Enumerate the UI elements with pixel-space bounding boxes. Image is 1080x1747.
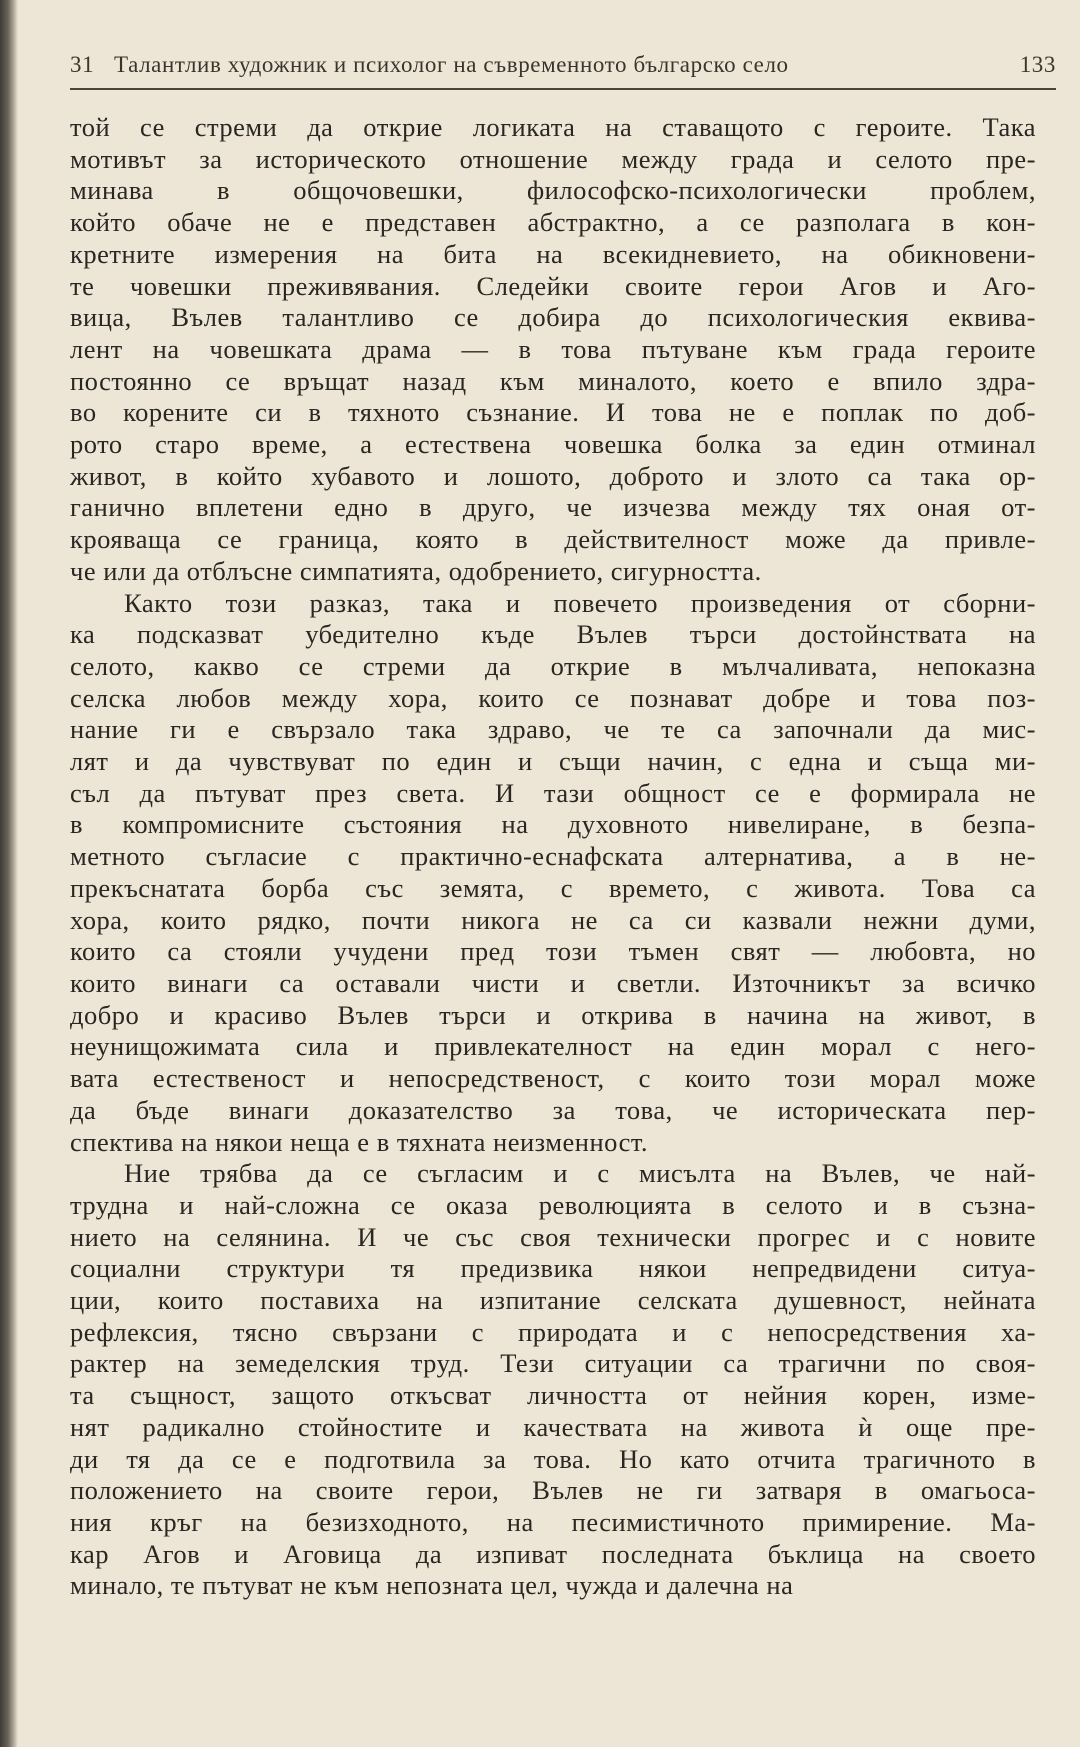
text-line: ния кръг на безизходното, на песимистичното примирение. Ма-: [70, 1506, 1036, 1537]
text-line: нят радикално стойностите и качествата на живота ѝ още пре-: [70, 1411, 1036, 1442]
text-line: вица, Вълев талантливо се добира до психологическия еквива-: [70, 302, 1036, 333]
text-line: лент на човешката драма — в това пътуване към града героите: [70, 333, 1036, 364]
text-line: спектива на някои неща е в тяхната неизменност.: [70, 1126, 649, 1157]
text-line: Както този разказ, така и повечето произведения от сборни-: [124, 587, 1036, 618]
book-spine-shadow: [0, 0, 18, 1747]
text-line: добро и красиво Вълев търси и открива в начина на живот, в: [70, 999, 1036, 1030]
chapter-number: 31: [70, 52, 95, 77]
chapter-title: Талантлив художник и психолог на съвременното българско село: [114, 52, 789, 77]
text-line: да бъде винаги доказателство за това, че историческата пер-: [70, 1094, 1036, 1125]
text-line: рактер на земеделския труд. Тези ситуации са трагични по своя-: [70, 1348, 1036, 1379]
text-line: та същност, защото откъсват личността от нейния корен, изме-: [70, 1380, 1036, 1411]
text-line: нание ги е свързало така здраво, че те са започнали да мис-: [70, 714, 1036, 745]
text-line: той се стреми да открие логиката на ставащото с героите. Така: [70, 112, 1036, 142]
text-line: те човешки преживявания. Следейки своите герои Агов и Аго-: [70, 270, 1036, 301]
body-text: [70, 112, 1036, 1602]
text-line: социални структури тя предизвика някои непредвидени ситуа-: [70, 1253, 1036, 1284]
text-line: в компромисните състояния на духовното нивелиране, в безпа-: [70, 809, 1036, 840]
text-line: които винаги са оставали чисти и светли. Източникът за всичко: [70, 967, 1036, 998]
text-line: постоянно се връщат назад към миналото, което е впило здра-: [70, 365, 1036, 396]
text-line: Ние трябва да се съгласим и с мисълта на Вълев, че най-: [124, 1158, 1036, 1189]
text-line: рото старо време, а естествена човешка болка за един отминал: [70, 429, 1036, 460]
text-line: рефлексия, тясно свързани с природата и с непосредствения ха-: [70, 1316, 1036, 1347]
paragraph: [70, 112, 1036, 588]
text-line: минало, те пътуват не към непозната цел, чужда и далечна на: [70, 1570, 794, 1601]
text-line: хора, които рядко, почти никога не са си казвали нежни думи,: [70, 904, 1036, 935]
text-line: съл да пътуват през света. И тази общност се е формирала не: [70, 777, 1036, 808]
text-line: нието на селянина. И че със своя технически прогрес и с новите: [70, 1221, 1036, 1252]
text-line: ганично вплетени едно в друго, че изчезва между тях оная от-: [70, 492, 1036, 523]
running-head: [70, 52, 1056, 86]
text-line: кретните измерения на бита на всекидневието, на обикновени-: [70, 238, 1036, 269]
text-line: метното съгласие с практично-еснафската алтернатива, а в не-: [70, 841, 1036, 872]
text-line: че или да отблъсне симпатията, одобрението, сигурността.: [70, 555, 762, 586]
paragraph: [70, 1158, 1036, 1602]
paragraph: [70, 588, 1036, 1159]
book-page: [36, 0, 1056, 1747]
text-line: крояваща се граница, която в действителност може да привле-: [70, 524, 1036, 555]
text-line: които са стояли учудени пред този тъмен свят — любовта, но: [70, 936, 1036, 967]
text-line: прекъснатата борба със земята, с времето, с живота. Това са: [70, 872, 1036, 903]
header-rule: [70, 88, 1056, 90]
text-line: мотивът за историческото отношение между града и селото пре-: [70, 143, 1036, 174]
text-line: положението на своите герои, Вълев не ги затваря в омагьоса-: [70, 1475, 1036, 1506]
text-line: селска любов между хора, които се познават добре и това поз-: [70, 682, 1036, 713]
text-line: лят и да чувствуват по един и същи начин, с една и съща ми-: [70, 746, 1036, 777]
text-line: ка подсказват убедително къде Вълев търси достойнствата на: [70, 619, 1036, 650]
text-line: селото, какво се стреми да открие в мълчаливата, непоказна: [70, 650, 1036, 681]
text-line: който обаче не е представен абстрактно, а се разполага в кон-: [70, 207, 1036, 238]
text-line: минава в общочовешки, философско-психологически проблем,: [70, 175, 1036, 206]
text-line: ции, които поставиха на изпитание селската душевност, нейната: [70, 1285, 1036, 1316]
text-line: живот, в който хубавото и лошото, доброто и злото са така ор-: [70, 460, 1036, 491]
text-line: вата естественост и непосредственост, с които този морал може: [70, 1063, 1036, 1094]
text-line: кар Агов и Аговица да изпиват последната бъклица на своето: [70, 1538, 1036, 1569]
text-line: ди тя да се е подготвила за това. Но като отчита трагичното в: [70, 1443, 1036, 1474]
text-line: неунищожимата сила и привлекателност на един морал с него-: [70, 1031, 1036, 1062]
text-line: во корените си в тяхното съзнание. И това не е поплак по доб-: [70, 397, 1036, 428]
text-line: трудна и най-сложна се оказа революцията в селото и в съзна-: [70, 1189, 1036, 1220]
page-number: 133: [1019, 52, 1056, 77]
